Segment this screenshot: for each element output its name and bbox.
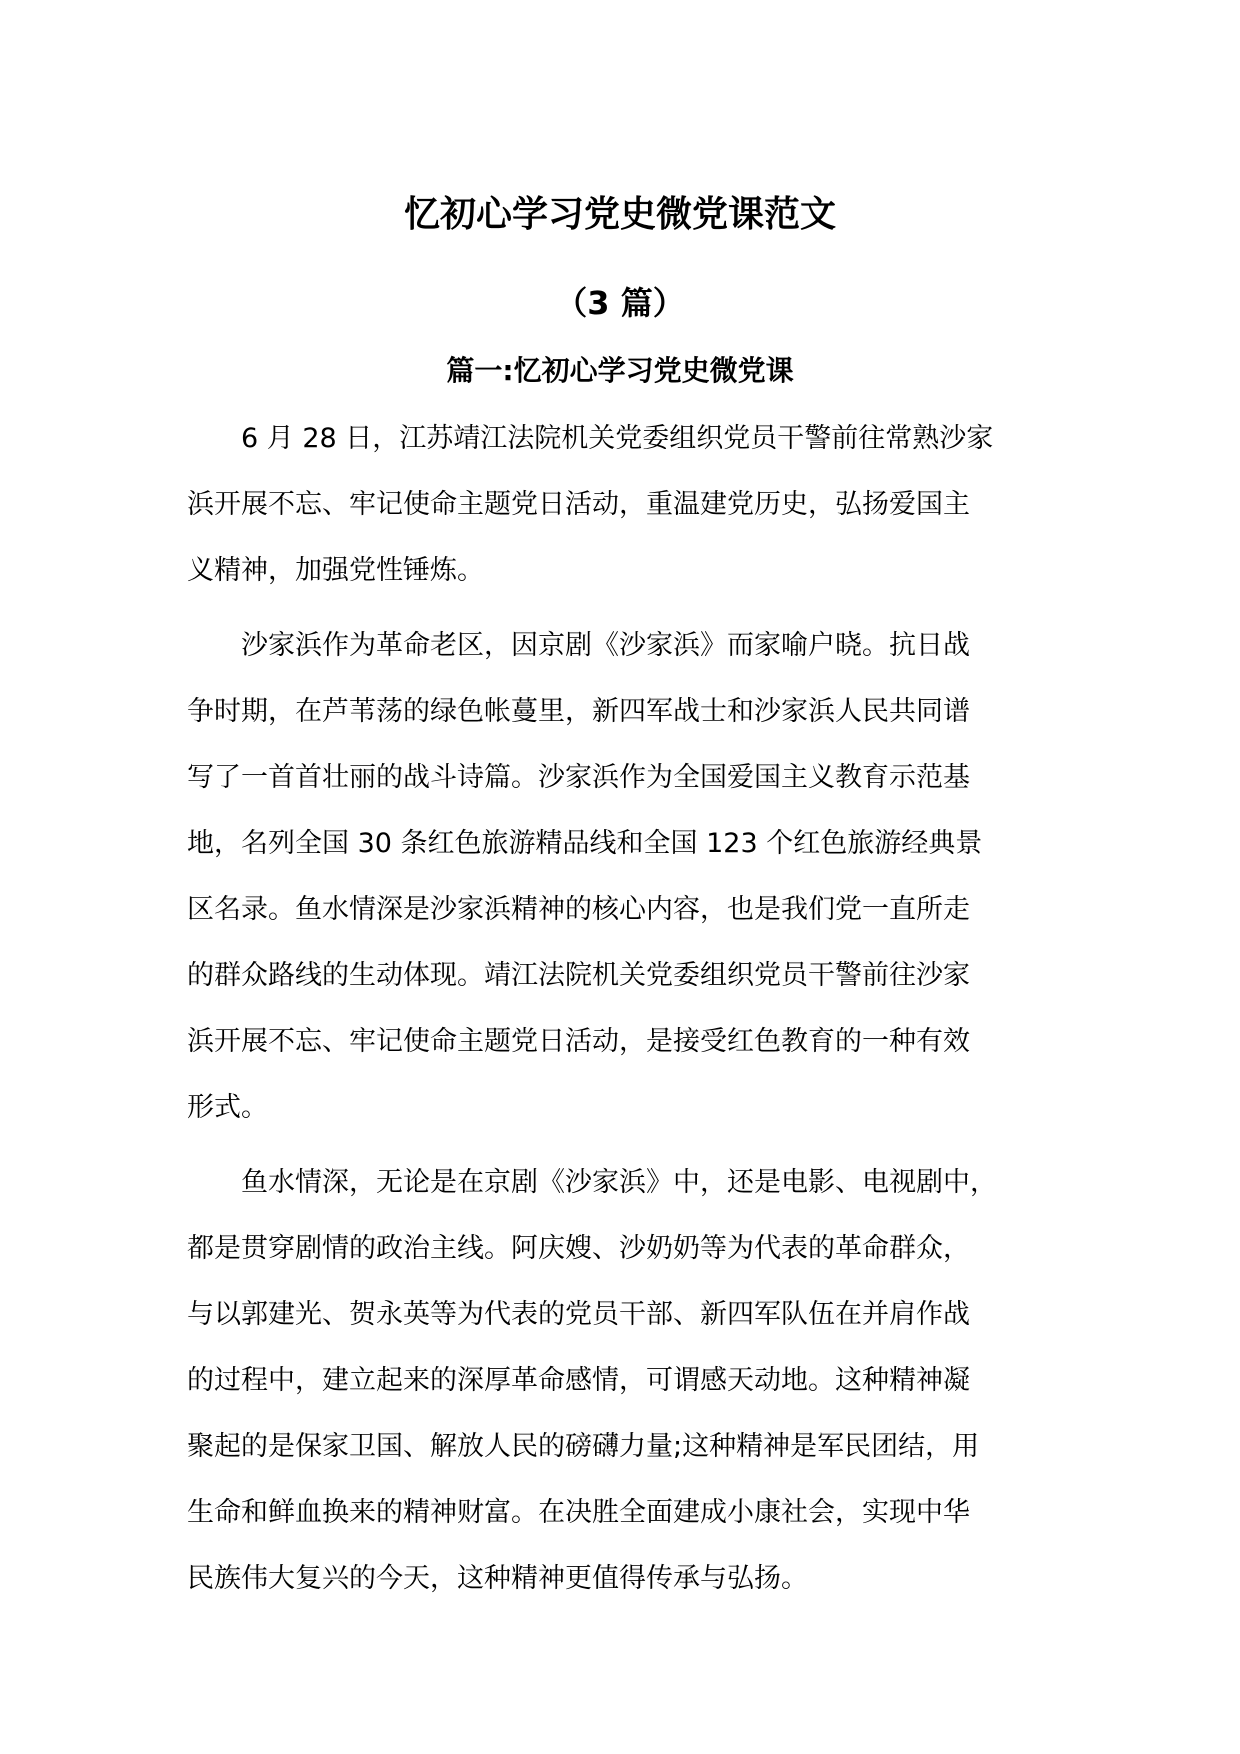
paragraph-line: 义精神，加强党性锤炼。 bbox=[187, 555, 484, 586]
paragraph-line: 的过程中，建立起来的深厚革命感情，可谓感天动地。这种精神凝 bbox=[187, 1365, 970, 1396]
paragraph-line: 地，名列全国 30 条红色旅游精品线和全国 123 个红色旅游经典景 bbox=[187, 828, 983, 859]
section-heading: 篇一:忆初心学习党史微党课 bbox=[446, 354, 794, 387]
paragraph-line: 与以郭建光、贺永英等为代表的党员干部、新四军队伍在并肩作战 bbox=[187, 1299, 970, 1330]
paragraph-line: 沙家浜作为革命老区，因京剧《沙家浜》而家喻户晓。抗日战 bbox=[241, 630, 970, 661]
paragraph-2 bbox=[187, 613, 1067, 1141]
paragraph-line: 生命和鲜血换来的精神财富。在决胜全面建成小康社会，实现中华 bbox=[187, 1497, 970, 1528]
paragraph-line: 区名录。鱼水情深是沙家浜精神的核心内容，也是我们党一直所走 bbox=[187, 894, 970, 925]
document-title: 忆初心学习党史微党课范文 bbox=[403, 194, 836, 235]
paragraph-line: 的群众路线的生动体现。靖江法院机关党委组织党员干警前往沙家 bbox=[187, 960, 970, 991]
paragraph-line: 形式。 bbox=[187, 1092, 268, 1123]
paragraph-line: 写了一首首壮丽的战斗诗篇。沙家浜作为全国爱国主义教育示范基 bbox=[187, 762, 970, 793]
paragraph-1 bbox=[187, 406, 1067, 604]
paragraph-line: 浜开展不忘、牢记使命主题党日活动，是接受红色教育的一种有效 bbox=[187, 1026, 970, 1057]
paragraph-line: 民族伟大复兴的今天，这种精神更值得传承与弘扬。 bbox=[187, 1563, 808, 1594]
paragraph-3 bbox=[187, 1150, 1067, 1612]
document-subtitle: （3 篇） bbox=[555, 284, 685, 322]
paragraph-line: 聚起的是保家卫国、解放人民的磅礴力量;这种精神是军民团结，用 bbox=[187, 1431, 980, 1462]
paragraph-line: 浜开展不忘、牢记使命主题党日活动，重温建党历史，弘扬爱国主 bbox=[187, 489, 970, 520]
paragraph-line: 争时期，在芦苇荡的绿色帐蔓里，新四军战士和沙家浜人民共同谱 bbox=[187, 696, 970, 727]
paragraph-line: 6 月 28 日，江苏靖江法院机关党委组织党员干警前往常熟沙家 bbox=[241, 423, 994, 454]
document-body bbox=[187, 406, 1067, 1612]
paragraph-line: 都是贯穿剧情的政治主线。阿庆嫂、沙奶奶等为代表的革命群众， bbox=[187, 1233, 970, 1264]
paragraph-line: 鱼水情深，无论是在京剧《沙家浜》中，还是电影、电视剧中， bbox=[241, 1167, 997, 1198]
